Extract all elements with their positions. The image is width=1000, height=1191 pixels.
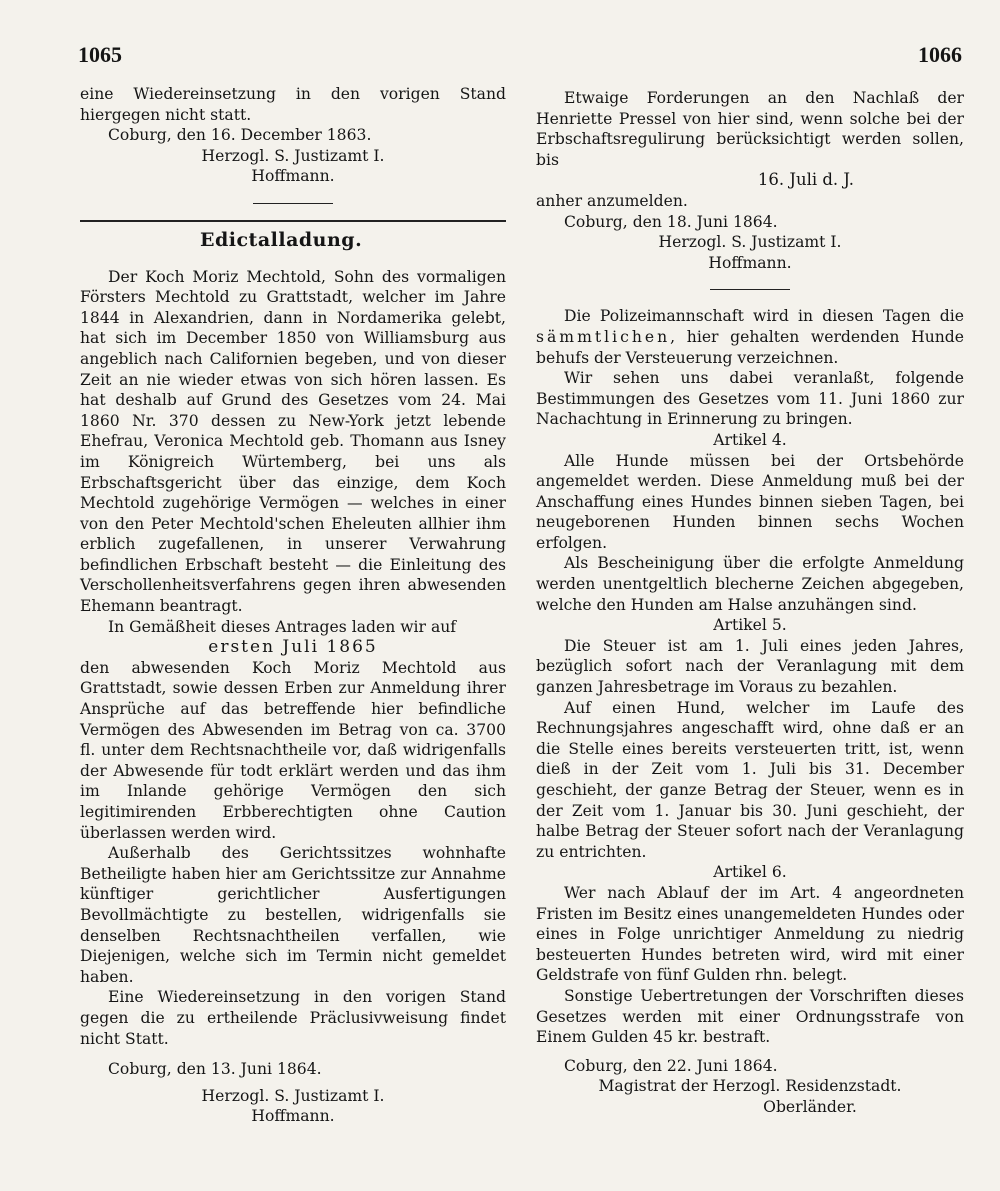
- notice-date: Coburg, den 13. Juni 1864.: [108, 1060, 322, 1079]
- judge-name: Hoffmann.: [251, 1107, 335, 1126]
- signer-name: Oberländer.: [763, 1097, 857, 1116]
- judge-name: Hoffmann.: [708, 253, 792, 272]
- article-heading: Artikel 6.: [713, 863, 787, 882]
- separator-rule: [710, 289, 790, 290]
- paragraph: Etwaige Forderungen an den Nachlaß der Henriette Pressel von hier sind, wenn solche bei der Erbschaftsregulirung berücksichtigt werden sollen, bis: [536, 89, 964, 169]
- paragraph: Wir sehen uns dabei veranlaßt, folgende Bestimmungen des Gesetzes vom 11. Juni 1860 zur Nachachtung in Erinnerung zu bringen.: [536, 369, 964, 429]
- paragraph: den abwesenden Koch Moriz Mechtold aus Grattstadt, sowie dessen Erben zur Anmeldung ihrer Ansprüche auf das betreffende hier befindliche Vermögen des Abwesenden im Betrag von ca. 3700 fl. unter dem Rechtsnachtheile vor, daß widrigenfalls der Abwesende für todt erklärt werden und das ihm im Inlande gehörige Vermögen den sich legitimirenden Erbberechtigten ohne Caution überlassen werden wird.: [80, 658, 506, 842]
- article-heading: Artikel 5.: [713, 616, 787, 635]
- notice-date: Coburg, den 18. Juni 1864.: [564, 212, 778, 231]
- judge-name: Hoffmann.: [251, 167, 335, 186]
- continued-text: eine Wiedereinsetzung in den vorigen Stand hiergegen nicht statt.: [80, 85, 506, 124]
- paragraph: Auf einen Hund, welcher im Laufe des Rechnungsjahres angeschafft wird, ohne daß er an die Stelle eines bereits versteuerten tritt, ist, wenn dieß in der Zeit vom 1. Juli bis 31. December geschieht, der ganze Betrag der Steuer, wenn es in der Zeit vom 1. Januar bis 30. Juni geschieht, der halbe Betrag der Steuer sofort nach der Veranlagung zu entrichten.: [536, 698, 964, 861]
- paragraph: Alle Hunde müssen bei der Ortsbehörde angemeldet werden. Diese Anmeldung muß bei der Anschaffung eines Hundes binnen sieben Tagen, bei neugeborenen Hunden binnen sechs Wochen erfolgen.: [536, 451, 964, 552]
- summons-date: ersten Juli 1865: [208, 637, 378, 658]
- article-heading: Artikel 4.: [713, 430, 787, 449]
- emphasized-text: sämmtlichen: [536, 327, 671, 346]
- paragraph: [536, 306, 964, 368]
- paragraph: Der Koch Moriz Mechtold, Sohn des vormaligen Försters Mechtold zu Grattstadt, welcher im Jahre 1844 in Alexandrien, dann in Nordamerika gelebt, hat sich im December 1850 von Williamsburg aus angeblich nach Californien begeben, und von dieser Zeit an nie wieder etwas von sich hören lassen. Es hat deshalb auf Grund des Gesetzes vom 24. Mai 1860 Nr. 370 dessen zu New-York jetzt lebende Ehefrau, Veronica Mechtold geb. Thomann aus Isney im Königreich Würtemberg, bei uns als Erbschaftsgericht über das einzige, dem Koch Mechtold zugehörige Vermögen — welches in einer von den Peter Mechtold'schen Eheleuten allhier ihm erblich zugefallenen, in unserer Verwahrung befindlichen Erbschaft besteht — die Einleitung des Verschollenheitsverfahrens gegen ihren abwesenden Ehemann beantragt.: [80, 267, 506, 616]
- court-name: Herzogl. S. Justizamt I.: [201, 1086, 385, 1105]
- section-heading: Edictalladung.: [80, 220, 506, 251]
- left-column: [80, 84, 506, 1127]
- paragraph: Als Bescheinigung über die erfolgte Anmeldung werden unentgeltlich blecherne Zeichen abgegeben, welche den Hunden am Halse anzuhängen sind.: [536, 554, 964, 614]
- paragraph: Wer nach Ablauf der im Art. 4 angeordneten Fristen im Besitz eines unangemeldeten Hundes oder eines in Folge unrichtiger Anmeldung zu niedrig besteuerten Hundes betreten wird, wird mit einer Geldstrafe von fünf Gulden rhn. belegt.: [536, 883, 964, 985]
- authority-name: Magistrat der Herzogl. Residenzstadt.: [598, 1077, 902, 1096]
- paragraph: Die Steuer ist am 1. Juli eines jeden Jahres, bezüglich sofort nach der Veranlagung mit dem ganzen Jahresbetrage im Voraus zu bezahlen.: [536, 636, 964, 697]
- notice-date: Coburg, den 16. December 1863.: [108, 126, 372, 145]
- paragraph: Eine Wiedereinsetzung in den vorigen Stand gegen die zu ertheilende Präclusivweisung findet nicht Statt.: [80, 988, 506, 1048]
- paragraph: Sonstige Uebertretungen der Vorschriften dieses Gesetzes werden mit einer Ordnungsstrafe von Einem Gulden 45 kr. bestraft.: [536, 986, 964, 1047]
- paragraph: anher anzumelden.: [536, 191, 688, 210]
- page-number-left: 1065: [78, 42, 122, 67]
- deadline-date: 16. Juli d. J.: [757, 170, 854, 190]
- separator-rule: [253, 203, 333, 204]
- paragraph: In Gemäßheit dieses Antrages laden wir auf: [108, 617, 457, 636]
- text-run: Die Polizeimannschaft wird in diesen Tagen die: [564, 307, 964, 326]
- court-name: Herzogl. S. Justizamt I.: [201, 146, 385, 165]
- right-column: [536, 88, 964, 1118]
- page-number-right: 1066: [918, 42, 962, 67]
- notice-date: Coburg, den 22. Juni 1864.: [564, 1056, 778, 1075]
- court-name: Herzogl. S. Justizamt I.: [658, 233, 842, 252]
- text-run: , hier gehalten werdenden Hunde behufs der Versteuerung verzeichnen.: [536, 327, 964, 367]
- paragraph: Außerhalb des Gerichtssitzes wohnhafte Betheiligte haben hier am Gerichtssitze zur Annahme künftiger gerichtlicher Ausfertigungen Bevollmächtigte zu bestellen, widrigenfalls sie denselben Rechtsnachtheilen verfallen, wie Diejenigen, welche sich im Termin nicht gemeldet haben.: [80, 844, 506, 986]
